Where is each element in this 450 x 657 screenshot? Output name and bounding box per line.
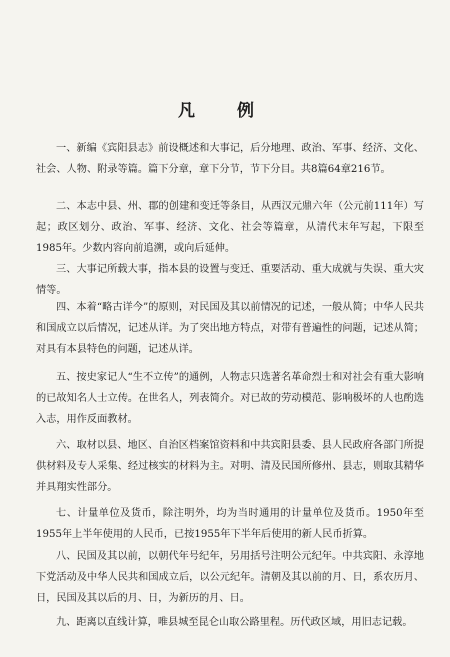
rule-item-8: 八、民国及其以前，以朝代年号纪年，另用括号注明公元纪年。中共宾阳、永淳地下党活动及中华人民共和国成立后，以公元纪年。清朝及其以前的月、日，系农历月、日，民国及其以后的月、日，为新历的月、日。: [36, 551, 424, 604]
rule-item-7: 七、计量单位及货币，除注明外，均为当时通用的计量单位及货币。1950年至1955年上半年使用的人民币，已按1955年下半年后使用的新人民币折算。: [36, 508, 424, 540]
rule-item-1: 一、新编《宾阳县志》前设概述和大事记，后分地理、政治、军事、经济、文化、社会、人物、附录等篇。篇下分章，章下分节，节下分目。共8篇64章216节。: [36, 143, 424, 175]
rule-item-6: 六、取材以县、地区、自治区档案馆资料和中共宾阳县委、县人民政府各部门所提供材料及专人采集、经过核实的材料为主。对明、清及民国所修州、县志，则取其精华并具翔实性部分。: [36, 440, 424, 493]
rule-item-4: 四、本着“略古详今”的原则，对民国及其以前情况的记述，一般从简；中华人民共和国成立以后情况，记述从详。为了突出地方特点，对带有普遍性的问题，记述从简；对具有本县特色的问题，记述从详。: [36, 302, 424, 355]
rule-item-2: 二、本志中县、州、郡的创建和变迁等条目，从西汉元鼎六年（公元前111年）写起；政区划分、政治、军事、经济、文化、社会等篇章，从清代末年写起，下限至1985年。少数内容向前追溯，或向后延伸。: [36, 201, 424, 254]
rule-item-9: 九、距离以直线计算，唯县城至昆仑山取公路里程。历代政区域，用旧志记载。: [56, 617, 413, 628]
page-title: 凡 例: [178, 101, 272, 121]
rule-item-3: 三、大事记所载大事，指本县的设置与变迁、重要活动、重大成就与失误、重大灾情等。: [36, 264, 424, 296]
rule-item-5: 五、按史家记人“生不立传”的通例，人物志只选著名革命烈士和对社会有重大影响的已故知名人士立传。在世名人，列表简介。对已故的劳动模范、影响极坏的人也酌选入志，用作反面教材。: [36, 372, 424, 425]
